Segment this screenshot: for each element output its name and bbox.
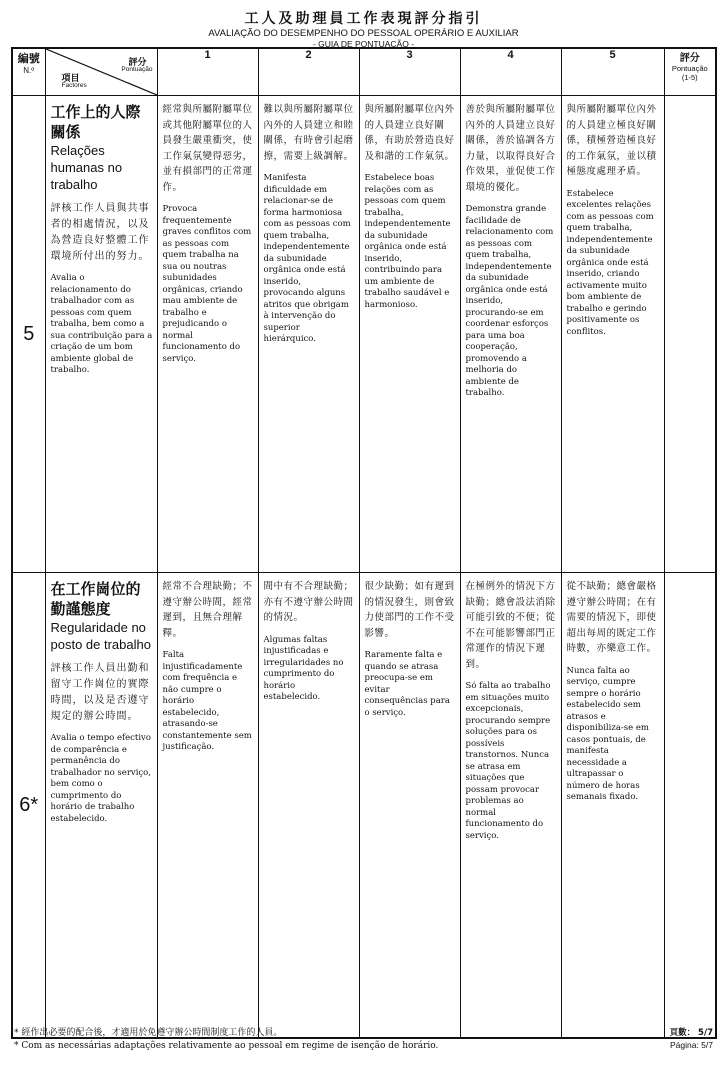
factor-header (45, 48, 157, 96)
level-text-zh: 經常不合理缺勤；不遵守辦公時間，經常遲到，且無合理解釋。 (162, 581, 253, 639)
level-text-pt: Algumas faltas injustificadas e irregularidades no cumprimento do horário estabelecido. (263, 634, 344, 702)
number-header-zh: 編號 (17, 53, 40, 65)
level-header: 2 (258, 48, 359, 96)
factor-title-zh: 工作上的人際關係 (50, 103, 141, 141)
level-cell (460, 96, 561, 573)
level-text-pt: Provoca frequentemente graves conflitos com as pessoas com quem trabalha na sua ou noutras subunidades orgânicas, criando mau ambiente de trabalho e prejudicando o normal funcionamento do serviço. (162, 204, 252, 364)
level-header: 1 (157, 48, 258, 96)
level-text-pt: Manifesta dificuldade em relacionar-se de forma harmoniosa com as pessoas com quem trabalha, independentemente da subunidade orgânica onde está inserido, provocando alguns atritos que obrigam à intervenção do superior hierárquico. (263, 173, 351, 344)
factor-description-zh: 評核工作人員與共事者的相處情況，以及為營造良好整體工作環境所付出的努力。 (50, 203, 150, 262)
score-label-pt: Pontuação (121, 66, 153, 73)
level-text-zh: 間中有不合理缺勤；亦有不遵守辦公時間的情況。 (263, 581, 354, 623)
level-cell (460, 573, 561, 1039)
level-text-zh: 與所屬附屬單位內外的人員建立極良好關係，積極營造極良好的工作氣氛，並以積極態度處理矛盾。 (566, 104, 657, 177)
factor-description-pt: Avalia o relacionamento do trabalhador com as pessoas com quem trabalha, bem como a sua contribuição para a criação de um bom ambiente global de trabalho. (50, 273, 153, 375)
level-text-pt: Demonstra grande facilidade de relacionamento com as pessoas com quem trabalha, independentemente da subunidade orgânica onde está inserido, procurando-se em coordenar esforços para uma boa cooperação, promovendo a melhoria do ambiente de trabalho. (465, 204, 554, 398)
level-text-zh: 在極例外的情況下方缺勤；總會設法消除可能引致的不便；從不在可能影響部門正常運作的情況下遲到。 (465, 581, 556, 670)
score-column-zh: 評分 (679, 53, 700, 64)
evaluation-table (11, 47, 717, 1039)
level-text-zh: 難以與所屬附屬單位內外的人員建立和睦關係，有時會引起磨擦，需要上級調解。 (263, 104, 354, 162)
level-cell (359, 573, 460, 1039)
level-cell (359, 96, 460, 573)
level-cell (157, 96, 258, 573)
factor-cell (45, 573, 157, 1039)
level-header: 5 (561, 48, 664, 96)
row-number: 6* (12, 573, 45, 1039)
level-text-pt: Só falta ao trabalho em situações muito excepcionais, procurando sempre soluções para os possíveis transtornos. Nunca se atrasa em situações que possam provocar problemas ao normal funcionamento do serviço. (465, 681, 551, 841)
level-text-zh: 從不缺勤；總會嚴格遵守辦公時間；在有需要的情況下，即使超出每周的既定工作時數，亦樂意工作。 (566, 581, 657, 654)
item-label-pt: Factores (61, 82, 87, 89)
level-text-pt: Raramente falta e quando se atrasa preocupa-se em evitar consequências para o serviço. (364, 650, 450, 718)
footnote-zh: * 經作出必要的配合後，才適用於免遵守辦公時間制度工作的人員。 (14, 1028, 283, 1038)
document-header (0, 8, 727, 49)
level-text-pt: Estabelece excelentes relações com as pessoas com quem trabalha, independentemente da subunidade orgânica onde está inserido, criando activamente muito bom ambiente de trabalho e gerindo positivamente os conflitos. (566, 188, 654, 337)
level-text-zh: 善於與所屬附屬單位內外的人員建立良好關係，善於協調各方力量，以取得良好合作效果，並促使工作環境的優化。 (465, 104, 556, 193)
level-text-zh: 很少缺勤；如有遲到的情況發生，則會致力使部門的工作不受影響。 (364, 581, 455, 639)
level-text-zh: 與所屬附屬單位內外的人員建立良好關係，有助於營造良好及和諧的工作氣氛。 (364, 104, 455, 162)
factor-title-pt: Regularidade no posto de trabalho (50, 620, 151, 652)
factor-title-pt: Relações humanas no trabalho (50, 143, 123, 192)
level-text-zh: 經常與所屬附屬單位或其他附屬單位的人員發生嚴重衝突，使工作氣氛變得惡劣，並有損部門的正常運作。 (162, 104, 253, 193)
title-zh: 工人及助理員工作表現評分指引 (244, 11, 483, 27)
page-number-zh: 頁數： 5/7 (669, 1028, 713, 1038)
factor-description-zh: 評核工作人員出勤和留守工作崗位的實際時間，以及是否遵守規定的辦公時間。 (50, 663, 150, 722)
level-cell (561, 573, 664, 1039)
row-number: 5 (12, 96, 45, 573)
factor-description-pt: Avalia o tempo efectivo de comparência e permanência do trabalhador no serviço, bem como o cumprimento do horário de trabalho estabelecido. (50, 733, 151, 824)
level-header: 4 (460, 48, 561, 96)
score-column-header (664, 48, 716, 96)
level-cell (258, 573, 359, 1039)
footnote (14, 1027, 714, 1053)
header-row (12, 48, 716, 96)
page-number (670, 1027, 713, 1051)
level-text-pt: Estabelece boas relações com as pessoas com quem trabalha, independentemente da subunidade orgânica onde está inserido, contribuindo para um ambiente de trabalho saudável e harmonioso. (364, 173, 451, 310)
level-header: 3 (359, 48, 460, 96)
level-cell (157, 573, 258, 1039)
number-header (12, 48, 45, 96)
level-cell (561, 96, 664, 573)
title-pt: AVALIAÇÃO DO DESEMPENHO DO PESSOAL OPERÁRIO E AUXILIAR (208, 28, 519, 39)
item-label-zh: 項目 (61, 74, 80, 84)
table-row (12, 573, 716, 1039)
level-text-pt: Falta injustificadamente com frequência e não cumpre o horário estabelecido, atrasando-se constantemente sem justificação. (162, 650, 252, 752)
factor-cell (45, 96, 157, 573)
score-label-zh: 評分 (128, 58, 147, 68)
subtitle: - GUIA DE PONTUAÇÃO - (312, 39, 415, 49)
level-cell (258, 96, 359, 573)
page-number-pt: Página: 5/7 (669, 1040, 713, 1050)
table-row (12, 96, 716, 573)
factor-title-zh: 在工作崗位的勤謹態度 (50, 580, 141, 618)
score-range: (1-5) (681, 73, 698, 82)
footnote-pt: * Com as necessárias adaptações relativamente ao pessoal em regime de isenção de horário. (14, 1041, 439, 1051)
level-text-pt: Nunca falta ao serviço, cumpre sempre o horário estabelecido sem atrasos e disponibiliza-se em casos pontuais, de manifesta necessidade a ultrapassar o número de horas semanais fixado. (566, 665, 649, 802)
score-column-pt: Pontuação (671, 64, 708, 73)
score-entry-cell[interactable] (664, 96, 716, 573)
score-entry-cell[interactable] (664, 573, 716, 1039)
number-header-pt: N.º (23, 66, 35, 75)
